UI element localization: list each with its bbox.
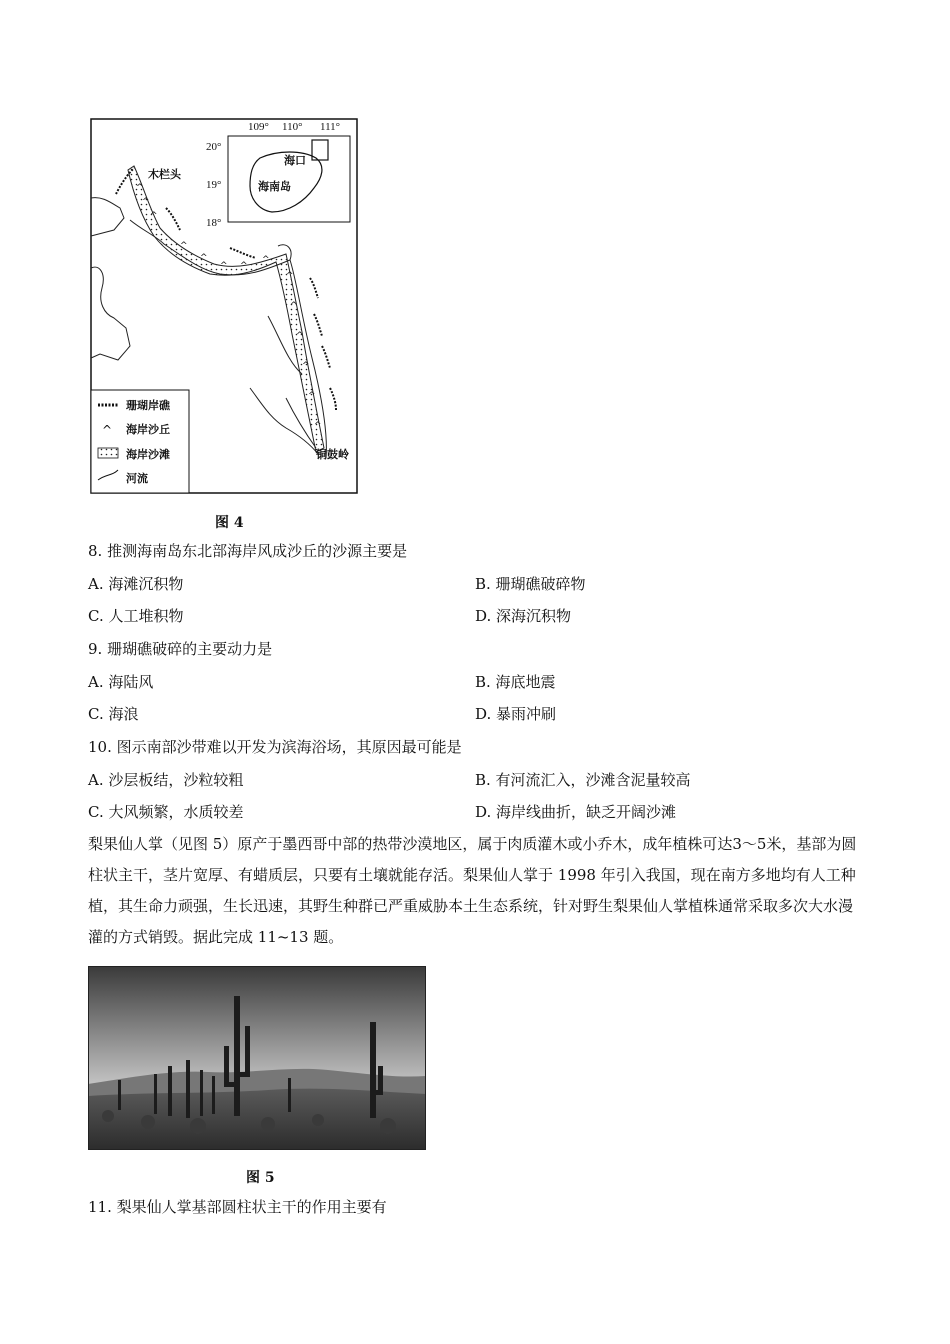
q9-option-a: A. 海陆风 bbox=[88, 673, 154, 691]
svg-text:^: ^ bbox=[142, 197, 150, 207]
figure-5-cactus-photo bbox=[88, 966, 426, 1150]
place-label-south: 铜鼓岭 bbox=[316, 448, 349, 461]
legend-dune-symbol: ^ bbox=[102, 423, 113, 437]
svg-text:^: ^ bbox=[302, 361, 310, 371]
q8-option-b: B. 珊瑚礁破碎物 bbox=[475, 575, 586, 593]
legend-label: 海岸沙滩 bbox=[126, 448, 170, 461]
lon-label: 111° bbox=[320, 121, 341, 133]
svg-text:^: ^ bbox=[314, 421, 322, 431]
svg-text:^: ^ bbox=[240, 261, 248, 271]
q10-option-b: B. 有河流汇入，沙滩含泥量较高 bbox=[475, 771, 691, 789]
reading-passage: 梨果仙人掌（见图 5）原产于墨西哥中部的热带沙漠地区，属于肉质灌木或小乔木，成年植株可达3～5米，基部为圆柱状主干，茎片宽厚、有蜡质层，只要有土壤就能存活。梨果仙人掌于 1998 年引入我国，现在南方多地均有人工种植，其生命力顽强，生长迅速，其野生种群已严重威胁本土生态系统，针对野生梨果仙人掌植株通常采取多次大水漫灌的方式销毁。据此完成 11~13 题。 bbox=[88, 835, 857, 946]
inset-island-label: 海南岛 bbox=[258, 180, 291, 193]
svg-text:^: ^ bbox=[180, 241, 188, 251]
lat-label: 19° bbox=[206, 179, 222, 191]
q8-option-d: D. 深海沉积物 bbox=[475, 607, 572, 625]
svg-text:^: ^ bbox=[290, 301, 298, 311]
figure-4-caption: 图 4 bbox=[215, 515, 244, 531]
q9-stem: 9. 珊瑚礁破碎的主要动力是 bbox=[88, 640, 273, 658]
q11-stem: 11. 梨果仙人掌基部圆柱状主干的作用主要有 bbox=[88, 1198, 387, 1216]
q9-option-c: C. 海浪 bbox=[88, 705, 139, 723]
svg-text:^: ^ bbox=[150, 211, 158, 221]
lon-label: 109° bbox=[248, 121, 269, 133]
legend-label: 河流 bbox=[126, 472, 148, 485]
svg-text:^: ^ bbox=[296, 331, 304, 341]
lon-label: 110° bbox=[282, 121, 303, 133]
svg-text:^: ^ bbox=[308, 391, 316, 401]
svg-text:^: ^ bbox=[200, 253, 208, 263]
inset-city-label: 海口 bbox=[284, 154, 306, 167]
q10-stem: 10. 图示南部沙带难以开发为滨海浴场，其原因最可能是 bbox=[88, 738, 462, 756]
svg-text:^: ^ bbox=[220, 261, 228, 271]
svg-text:^: ^ bbox=[136, 183, 144, 193]
q9-option-d: D. 暴雨冲刷 bbox=[475, 705, 557, 723]
q10-option-c: C. 大风频繁，水质较差 bbox=[88, 803, 244, 821]
place-label-north: 木栏头 bbox=[148, 168, 181, 181]
svg-text:^: ^ bbox=[286, 271, 294, 281]
q8-stem: 8. 推测海南岛东北部海岸风成沙丘的沙源主要是 bbox=[88, 542, 408, 560]
legend-beach-symbol bbox=[98, 448, 118, 458]
svg-text:^: ^ bbox=[262, 255, 270, 265]
figure-5-caption: 图 5 bbox=[246, 1170, 275, 1186]
q9-option-b: B. 海底地震 bbox=[475, 673, 556, 691]
legend-label: 珊瑚岸礁 bbox=[126, 399, 170, 412]
q8-option-c: C. 人工堆积物 bbox=[88, 607, 184, 625]
q8-option-a: A. 海滩沉积物 bbox=[88, 575, 184, 593]
q10-option-a: A. 沙层板结，沙粒较粗 bbox=[88, 771, 244, 789]
q10-option-d: D. 海岸线曲折，缺乏开阔沙滩 bbox=[475, 803, 677, 821]
lat-label: 20° bbox=[206, 141, 222, 153]
legend-label: 海岸沙丘 bbox=[126, 423, 170, 436]
figure-4-map bbox=[90, 118, 358, 494]
lat-label: 18° bbox=[206, 217, 222, 229]
